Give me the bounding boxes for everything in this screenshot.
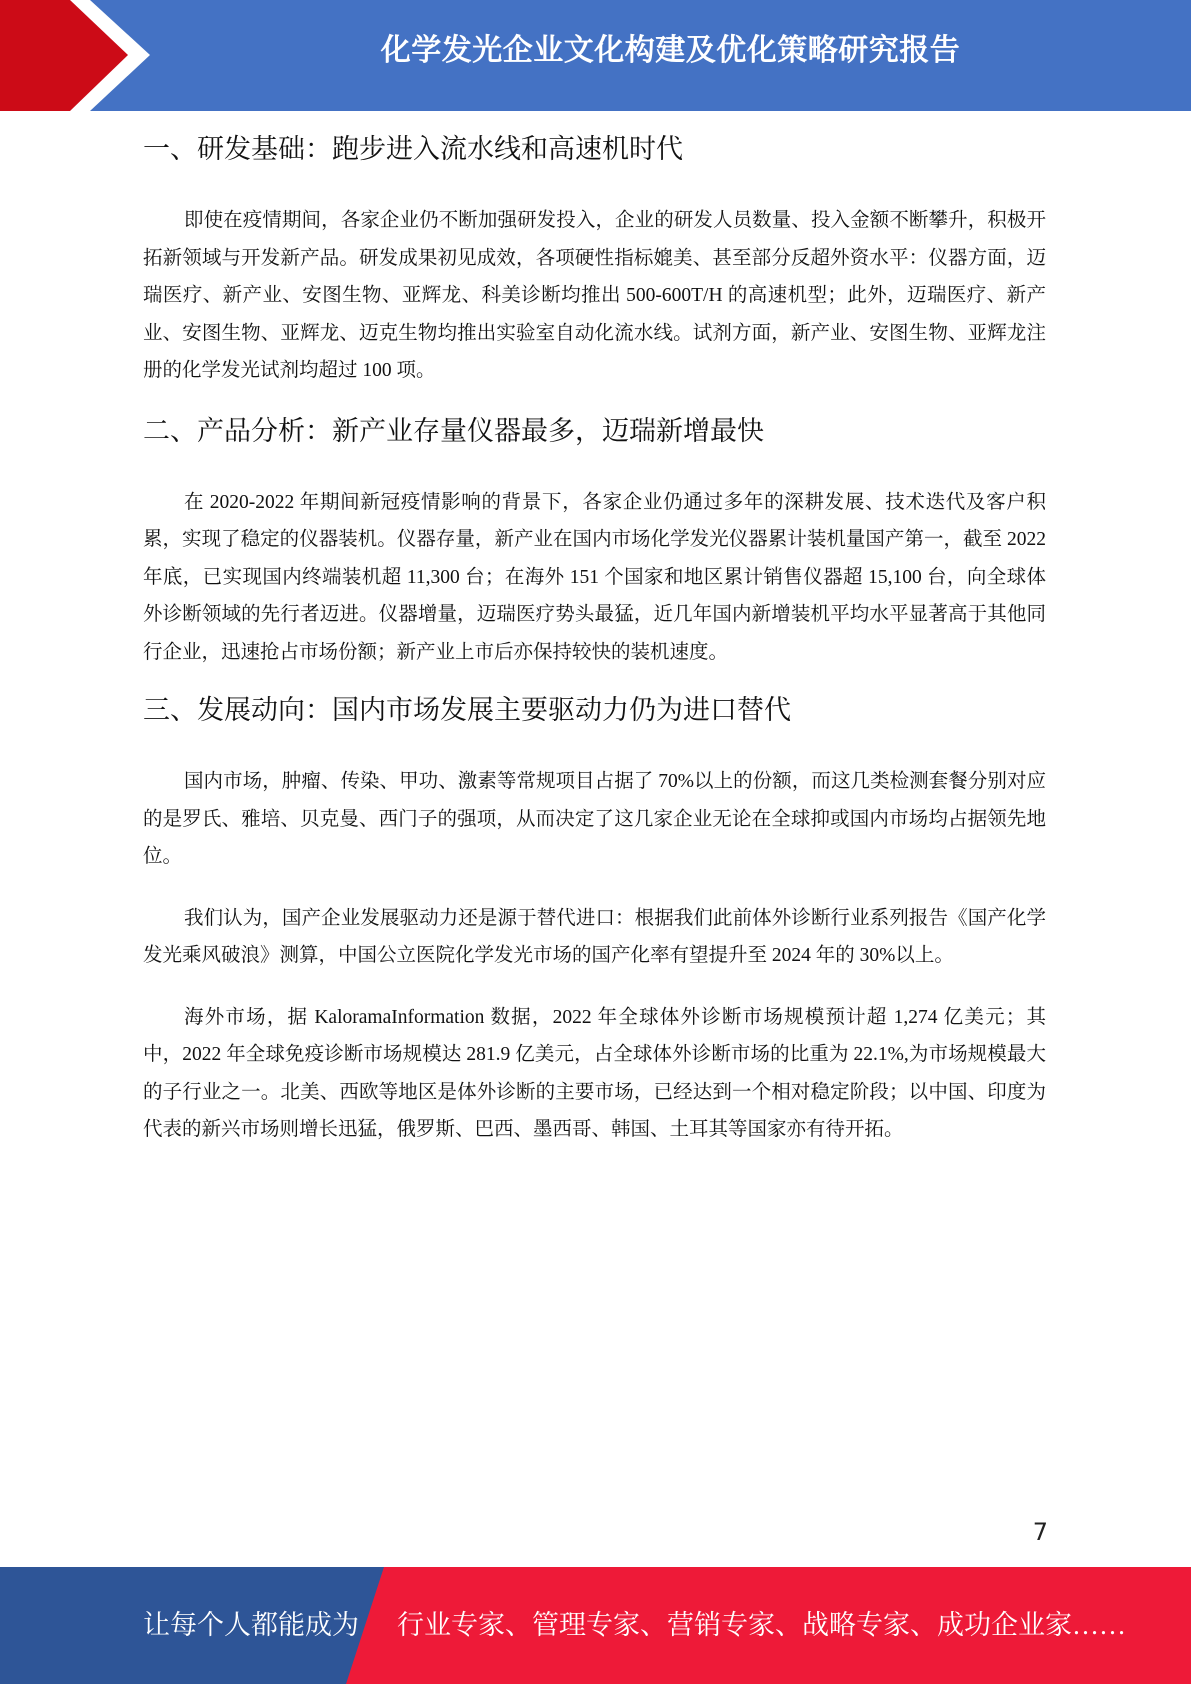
section-heading-rd-foundation: 一、研发基础：跑步进入流水线和高速机时代	[143, 134, 683, 165]
paragraph-domestic-market: 国内市场，肿瘤、传染、甲功、激素等常规项目占据了 70%以上的份额，而这几类检测套餐分别对应的是罗氏、雅培、贝克曼、西门子的强项，从而决定了这几家企业无论在全球抑或国内市场均占据领先地位。	[143, 771, 1046, 867]
paragraph-rd-foundation: 即使在疫情期间，各家企业仍不断加强研发投入，企业的研发人员数量、投入金额不断攀升，积极开拓新领域与开发新产品。研发成果初见成效，各项硬性指标媲美、甚至部分反超外资水平：仪器方面，迈瑞医疗、新产业、安图生物、亚辉龙、科美诊断均推出 500-600T/H 的高速机型；此外，迈瑞医疗、新产业、安图生物、亚辉龙、迈克生物均推出实验室自动化流水线。试剂方面，新产业、安图生物、亚辉龙注册的化学发光试剂均超过 100 项。	[143, 210, 1046, 381]
footer-slogan-right: 行业专家、管理专家、营销专家、战略专家、成功企业家……	[397, 1610, 1126, 1640]
footer-slogan-left: 让每个人都能成为	[143, 1610, 359, 1640]
paragraph-overseas-market: 海外市场，据 KaloramaInformation 数据，2022 年全球体外诊断市场规模预计超 1,274 亿美元；其中，2022 年全球免疫诊断市场规模达 281.9 亿美元，占全球体外诊断市场的比重为 22.1%,为市场规模最大的子行业之一。北美、西欧等地区是体外诊断的主要市场，已经达到一个相对稳定阶段；以中国、印度为代表的新兴市场则增长迅猛，俄罗斯、巴西、墨西哥、韩国、土耳其等国家亦有待开拓。	[143, 1006, 1046, 1140]
page-number: 7	[1032, 1518, 1048, 1546]
page-header-band	[0, 0, 1191, 111]
document-title: 化学发光企业文化构建及优化策略研究报告	[380, 33, 961, 68]
paragraph-product-analysis: 在 2020-2022 年期间新冠疫情影响的背景下，各家企业仍通过多年的深耕发展、技术迭代及客户积累，实现了稳定的仪器装机。仪器存量，新产业在国内市场化学发光仪器累计装机量国产第一，截至 2022 年底，已实现国内终端装机超 11,300 台；在海外 151 个国家和地区累计销售仪器超 15,100 台，向全球体外诊断领域的先行者迈进。仪器增量，迈瑞医疗势头最猛，近几年国内新增装机平均水平显著高于其他同行企业，迅速抢占市场份额；新产业上市后亦保持较快的装机速度。	[143, 491, 1046, 663]
paragraph-import-substitution: 我们认为，国产企业发展驱动力还是源于替代进口：根据我们此前体外诊断行业系列报告《国产化学发光乘风破浪》测算，中国公立医院化学发光市场的国产化率有望提升至 2024 年的 30%以上。	[143, 907, 1046, 966]
section-heading-development-trends: 三、发展动向：国内市场发展主要驱动力仍为进口替代	[143, 695, 791, 726]
section-heading-product-analysis: 二、产品分析：新产业存量仪器最多，迈瑞新增最快	[143, 415, 764, 447]
page-content	[143, 130, 1046, 1149]
page-footer-band	[0, 1567, 1191, 1684]
